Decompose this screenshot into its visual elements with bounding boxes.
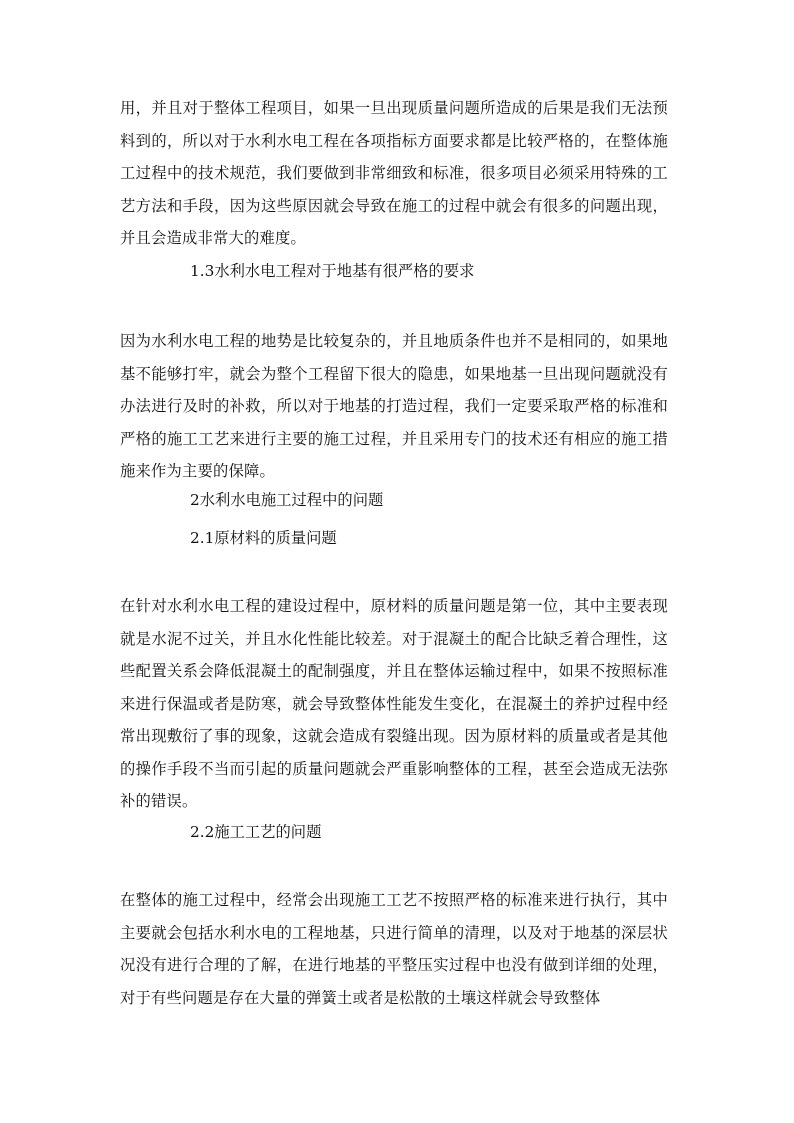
- section-heading: 2.2施工工艺的问题: [190, 823, 322, 841]
- body-paragraph: 用，并且对于整体工程项目，如果一旦出现质量问题所造成的后果是我们无法预料到的，所以对于水利水电工程在各项指标方面要求都是比较严格的，在整体施工过程中的技术规范，我们要做到非常细致和标准，很多项目必须采用特殊的工艺方法和手段，因为这些原因就会导致在施工的过程中就会有很多的问题出现，并且会造成非常大的难度。: [120, 99, 668, 247]
- body-paragraph: 在针对水利水电工程的建设过程中，原材料的质量问题是第一位，其中主要表现就是水泥不过关，并且水化性能比较差。对于混凝土的配合比缺乏着合理性，这些配置关系会降低混凝土的配制强度，并且在整体运输过程中，如果不按照标准来进行保温或者是防寒，就会导致整体性能发生变化，在混凝土的养护过程中经常出现敷衍了事的现象，这就会造成有裂缝出现。因为原材料的质量或者是其他的操作手段不当而引起的质量问题就会严重影响整体的工程，甚至会造成无法弥补的错误。: [120, 597, 668, 810]
- body-paragraph: 因为水利水电工程的地势是比较复杂的，并且地质条件也并不是相同的，如果地基不能够打牢，就会为整个工程留下很大的隐患，如果地基一旦出现问题就没有办法进行及时的补救，所以对于地基的打造过程，我们一定要采取严格的标准和严格的施工工艺来进行主要的施工过程，并且采用专门的技术还有相应的施工措施来作为主要的保障。: [120, 332, 668, 480]
- body-paragraph: 在整体的施工过程中，经常会出现施工工艺不按照严格的标准来进行执行，其中主要就会包括水利水电的工程地基，只进行简单的清理，以及对于地基的深层状况没有进行合理的了解，在进行地基的平整压实过程中也没有做到详细的处理，对于有些问题是存在大量的弹簧土或者是松散的土壤这样就会导致整体: [120, 891, 668, 1007]
- section-heading: 1.3水利水电工程对于地基有很严格的要求: [190, 262, 475, 280]
- section-heading: 2.1原材料的质量问题: [190, 529, 337, 547]
- chapter-heading: 2水利水电施工过程中的问题: [190, 491, 384, 509]
